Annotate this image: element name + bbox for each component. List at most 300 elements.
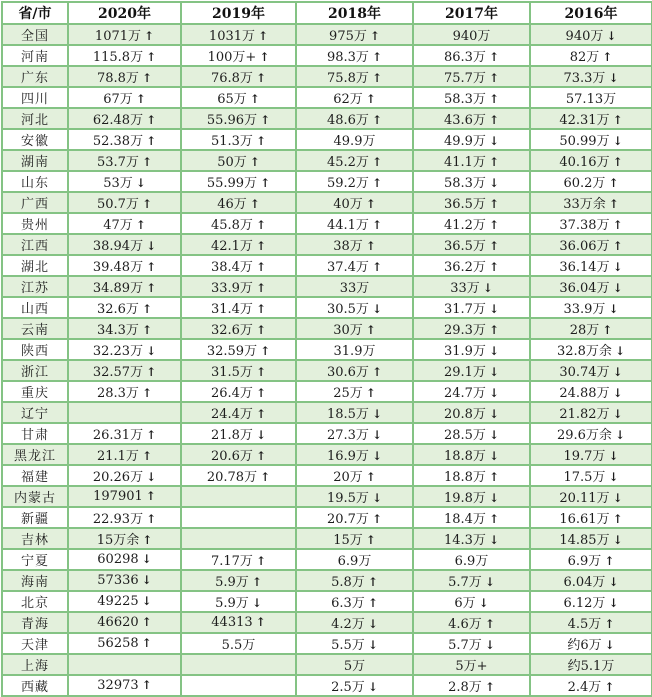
up-arrow-icon: ↑ (255, 260, 266, 274)
table-row (2, 192, 652, 213)
up-arrow-icon: ↑ (365, 533, 376, 547)
value-cell: 2.5万 ↓ (296, 675, 413, 696)
down-arrow-icon: ↓ (367, 617, 378, 631)
value-cell (68, 654, 181, 675)
value-cell: 46万 ↑ (181, 192, 296, 213)
value-cell: 75.7万 ↑ (413, 66, 530, 87)
table-row (2, 339, 652, 360)
up-arrow-icon: ↑ (371, 512, 382, 526)
down-arrow-icon: ↓ (367, 638, 378, 652)
table-row (2, 297, 652, 318)
down-arrow-icon: ↓ (482, 281, 493, 295)
up-arrow-icon: ↑ (141, 386, 152, 400)
up-arrow-icon: ↑ (604, 554, 615, 568)
value-cell: 14.3万 ↓ (413, 528, 530, 549)
table-row (2, 318, 652, 339)
value-cell: 4.2万 ↓ (296, 612, 413, 633)
up-arrow-icon: ↑ (608, 176, 619, 190)
value-cell: 16.9万 ↓ (296, 444, 413, 465)
up-arrow-icon: ↑ (255, 239, 266, 253)
value-cell: 42.31万 ↑ (530, 108, 652, 129)
value-cell: 21.82万 ↓ (530, 402, 652, 423)
value-cell: 15万余 ↑ (68, 528, 181, 549)
table-row (2, 444, 652, 465)
province-cell: 山东 (2, 171, 68, 192)
down-arrow-icon: ↓ (608, 302, 619, 316)
value-cell: 约5.1万 (530, 654, 652, 675)
value-cell: 37.4万 ↑ (296, 255, 413, 276)
value-cell: 58.3万 ↑ (413, 87, 530, 108)
table-row (2, 234, 652, 255)
up-arrow-icon: ↑ (488, 50, 499, 64)
province-cell: 贵州 (2, 213, 68, 234)
value-cell: 50.99万 ↓ (530, 129, 652, 150)
value-cell (68, 402, 181, 423)
value-cell: 32.8万余 ↓ (530, 339, 652, 360)
value-cell: 1031万 ↑ (181, 24, 296, 45)
value-cell: 31.7万 ↓ (413, 297, 530, 318)
value-cell: 6万 ↓ (413, 591, 530, 612)
value-cell: 49225 ↓ (68, 591, 181, 612)
column-header-2016: 2016年 (530, 2, 652, 24)
value-cell: 20万 ↑ (296, 465, 413, 486)
down-arrow-icon: ↓ (612, 386, 623, 400)
table-row (2, 150, 652, 171)
province-cell: 江苏 (2, 276, 68, 297)
table-row (2, 465, 652, 486)
up-arrow-icon: ↑ (249, 92, 260, 106)
province-cell: 甘肃 (2, 423, 68, 444)
up-arrow-icon: ↑ (255, 281, 266, 295)
value-cell: 4.5万 ↑ (530, 612, 652, 633)
value-cell: 36.5万 ↑ (413, 234, 530, 255)
down-arrow-icon: ↓ (488, 428, 499, 442)
value-cell: 36.5万 ↑ (413, 192, 530, 213)
up-arrow-icon: ↑ (146, 365, 157, 379)
column-header-2017: 2017年 (413, 2, 530, 24)
table-row (2, 45, 652, 66)
value-cell: 34.89万 ↑ (68, 276, 181, 297)
down-arrow-icon: ↓ (146, 239, 157, 253)
province-cell: 上海 (2, 654, 68, 675)
value-cell: 98.3万 ↑ (296, 45, 413, 66)
value-cell: 56258 ↑ (68, 633, 181, 654)
value-cell: 41.1万 ↑ (413, 150, 530, 171)
table-row (2, 591, 652, 612)
value-cell: 38.94万 ↓ (68, 234, 181, 255)
value-cell: 6.04万 ↓ (530, 570, 652, 591)
value-cell: 15万 ↑ (296, 528, 413, 549)
value-cell: 197901 ↑ (68, 486, 181, 507)
up-arrow-icon: ↑ (260, 344, 271, 358)
value-cell: 6.9万 (296, 549, 413, 570)
value-cell: 115.8万 ↑ (68, 45, 181, 66)
value-cell: 20.8万 ↓ (413, 402, 530, 423)
value-cell: 5.9万 ↓ (181, 591, 296, 612)
value-cell: 5.5万 ↓ (296, 633, 413, 654)
up-arrow-icon: ↑ (371, 50, 382, 64)
value-cell: 62.48万 ↑ (68, 108, 181, 129)
up-arrow-icon: ↑ (604, 617, 615, 631)
value-cell: 50.7万 ↑ (68, 192, 181, 213)
value-cell: 26.4万 ↑ (181, 381, 296, 402)
province-cell: 福建 (2, 465, 68, 486)
up-arrow-icon: ↑ (608, 197, 619, 211)
province-cell: 河北 (2, 108, 68, 129)
up-arrow-icon: ↑ (135, 92, 146, 106)
up-arrow-icon: ↑ (488, 197, 499, 211)
value-cell: 58.3万 ↓ (413, 171, 530, 192)
value-cell: 86.3万 ↑ (413, 45, 530, 66)
value-cell: 45.8万 ↑ (181, 213, 296, 234)
value-cell: 57.13万 (530, 87, 652, 108)
value-cell: 6.9万 ↑ (530, 549, 652, 570)
up-arrow-icon: ↑ (371, 155, 382, 169)
value-cell: 51.3万 ↑ (181, 129, 296, 150)
table-row (2, 255, 652, 276)
table-row (2, 612, 652, 633)
up-arrow-icon: ↑ (371, 260, 382, 274)
province-cell: 广西 (2, 192, 68, 213)
value-cell: 47万 ↑ (68, 213, 181, 234)
table-row (2, 66, 652, 87)
up-arrow-icon: ↑ (371, 365, 382, 379)
value-cell: 1071万 ↑ (68, 24, 181, 45)
value-cell: 28万 ↑ (530, 318, 652, 339)
up-arrow-icon: ↑ (488, 512, 499, 526)
value-cell: 33万余 ↑ (530, 192, 652, 213)
value-cell: 41.2万 ↑ (413, 213, 530, 234)
value-cell: 29.1万 ↓ (413, 360, 530, 381)
value-cell: 49.9万 (296, 129, 413, 150)
up-arrow-icon: ↑ (369, 29, 380, 43)
up-arrow-icon: ↑ (249, 197, 260, 211)
down-arrow-icon: ↓ (608, 449, 619, 463)
value-cell: 18.8万 ↑ (413, 465, 530, 486)
up-arrow-icon: ↑ (371, 176, 382, 190)
up-arrow-icon: ↑ (141, 155, 152, 169)
value-cell: 29.6万余 ↓ (530, 423, 652, 444)
down-arrow-icon: ↓ (612, 260, 623, 274)
value-cell: 100万+ ↑ (181, 45, 296, 66)
down-arrow-icon: ↓ (488, 386, 499, 400)
up-arrow-icon: ↑ (488, 470, 499, 484)
province-cell: 海南 (2, 570, 68, 591)
value-cell: 38万 ↑ (296, 234, 413, 255)
up-arrow-icon: ↑ (612, 218, 623, 232)
up-arrow-icon: ↑ (141, 449, 152, 463)
value-cell: 18.8万 ↓ (413, 444, 530, 465)
up-arrow-icon: ↑ (488, 218, 499, 232)
up-arrow-icon: ↑ (141, 197, 152, 211)
province-cell: 四川 (2, 87, 68, 108)
value-cell: 31.9万 ↓ (413, 339, 530, 360)
table-row (2, 381, 652, 402)
value-cell: 32.23万 ↓ (68, 339, 181, 360)
value-cell: 55.96万 ↑ (181, 108, 296, 129)
up-arrow-icon: ↑ (255, 302, 266, 316)
down-arrow-icon: ↓ (612, 134, 623, 148)
down-arrow-icon: ↓ (255, 428, 266, 442)
column-header-province: 省/市 (2, 2, 68, 24)
down-arrow-icon: ↓ (608, 470, 619, 484)
down-arrow-icon: ↓ (488, 344, 499, 358)
value-cell: 42.1万 ↑ (181, 234, 296, 255)
value-cell: 53万 ↓ (68, 171, 181, 192)
value-cell: 2.8万 ↑ (413, 675, 530, 696)
up-arrow-icon: ↑ (142, 533, 153, 547)
value-cell: 50万 ↑ (181, 150, 296, 171)
up-arrow-icon: ↑ (146, 134, 157, 148)
value-cell: 75.8万 ↑ (296, 66, 413, 87)
down-arrow-icon: ↓ (488, 134, 499, 148)
value-cell: 20.11万 ↓ (530, 486, 652, 507)
value-cell: 60298 ↓ (68, 549, 181, 570)
province-cell: 吉林 (2, 528, 68, 549)
down-arrow-icon: ↓ (141, 594, 152, 608)
province-cell: 黑龙江 (2, 444, 68, 465)
up-arrow-icon: ↑ (602, 50, 613, 64)
value-cell: 34.3万 ↑ (68, 318, 181, 339)
down-arrow-icon: ↓ (488, 176, 499, 190)
value-cell: 31.4万 ↑ (181, 297, 296, 318)
province-cell: 陕西 (2, 339, 68, 360)
value-cell: 14.85万 ↓ (530, 528, 652, 549)
up-arrow-icon: ↑ (488, 92, 499, 106)
value-cell: 6.12万 ↓ (530, 591, 652, 612)
value-cell: 82万 ↑ (530, 45, 652, 66)
value-cell (181, 486, 296, 507)
value-cell: 17.5万 ↓ (530, 465, 652, 486)
value-cell (181, 528, 296, 549)
province-cell: 宁夏 (2, 549, 68, 570)
down-arrow-icon: ↓ (488, 449, 499, 463)
up-arrow-icon: ↑ (258, 29, 269, 43)
value-cell: 4.6万 ↑ (413, 612, 530, 633)
up-arrow-icon: ↑ (488, 260, 499, 274)
value-cell: 33万 ↓ (413, 276, 530, 297)
value-cell: 940万 (413, 24, 530, 45)
up-arrow-icon: ↑ (260, 176, 271, 190)
value-cell: 37.38万 ↑ (530, 213, 652, 234)
down-arrow-icon: ↓ (478, 596, 489, 610)
value-cell: 49.9万 ↓ (413, 129, 530, 150)
up-arrow-icon: ↑ (251, 575, 262, 589)
value-cell: 26.31万 ↑ (68, 423, 181, 444)
value-cell (181, 654, 296, 675)
down-arrow-icon: ↓ (371, 491, 382, 505)
up-arrow-icon: ↑ (255, 323, 266, 337)
value-cell: 32.6万 ↑ (68, 297, 181, 318)
value-cell: 21.8万 ↓ (181, 423, 296, 444)
value-cell: 约6万 ↓ (530, 633, 652, 654)
table-row (2, 507, 652, 528)
province-cell: 广东 (2, 66, 68, 87)
value-cell: 18.4万 ↑ (413, 507, 530, 528)
column-header-2019: 2019年 (181, 2, 296, 24)
value-cell: 22.93万 ↑ (68, 507, 181, 528)
up-arrow-icon: ↑ (612, 155, 623, 169)
value-cell: 5万+ (413, 654, 530, 675)
up-arrow-icon: ↑ (602, 323, 613, 337)
province-cell: 浙江 (2, 360, 68, 381)
up-arrow-icon: ↑ (146, 260, 157, 274)
value-cell: 5万 (296, 654, 413, 675)
value-cell: 36.2万 ↑ (413, 255, 530, 276)
up-arrow-icon: ↑ (367, 575, 378, 589)
table-row (2, 129, 652, 150)
value-cell: 20.78万 ↑ (181, 465, 296, 486)
province-cell: 青海 (2, 612, 68, 633)
value-cell: 5.7万 ↓ (413, 570, 530, 591)
up-arrow-icon: ↑ (260, 470, 271, 484)
up-arrow-icon: ↑ (141, 71, 152, 85)
up-arrow-icon: ↑ (145, 489, 156, 503)
value-cell: 27.3万 ↓ (296, 423, 413, 444)
value-cell: 30.5万 ↓ (296, 297, 413, 318)
value-cell: 67万 ↑ (68, 87, 181, 108)
value-cell: 32.6万 ↑ (181, 318, 296, 339)
value-cell: 28.3万 ↑ (68, 381, 181, 402)
value-cell: 53.7万 ↑ (68, 150, 181, 171)
up-arrow-icon: ↑ (141, 302, 152, 316)
table-row (2, 171, 652, 192)
up-arrow-icon: ↑ (255, 71, 266, 85)
down-arrow-icon: ↓ (488, 365, 499, 379)
value-cell: 7.17万 ↑ (181, 549, 296, 570)
down-arrow-icon: ↓ (614, 428, 625, 442)
value-cell: 65万 ↑ (181, 87, 296, 108)
down-arrow-icon: ↓ (488, 302, 499, 316)
value-cell: 25万 ↑ (296, 381, 413, 402)
value-cell: 19.7万 ↓ (530, 444, 652, 465)
value-cell: 31.5万 ↑ (181, 360, 296, 381)
value-cell: 2.4万 ↑ (530, 675, 652, 696)
up-arrow-icon: ↑ (484, 617, 495, 631)
up-arrow-icon: ↑ (488, 239, 499, 253)
up-arrow-icon: ↑ (141, 615, 152, 629)
down-arrow-icon: ↓ (484, 638, 495, 652)
province-cell: 新疆 (2, 507, 68, 528)
value-cell: 20.7万 ↑ (296, 507, 413, 528)
province-cell: 西藏 (2, 675, 68, 696)
up-arrow-icon: ↑ (146, 281, 157, 295)
up-arrow-icon: ↑ (371, 218, 382, 232)
up-arrow-icon: ↑ (612, 239, 623, 253)
province-cell: 全国 (2, 24, 68, 45)
table-row (2, 24, 652, 45)
header-row (2, 2, 652, 24)
value-cell: 36.06万 ↑ (530, 234, 652, 255)
province-cell: 北京 (2, 591, 68, 612)
value-cell: 48.6万 ↑ (296, 108, 413, 129)
table-row (2, 402, 652, 423)
province-cell: 内蒙古 (2, 486, 68, 507)
value-cell: 38.4万 ↑ (181, 255, 296, 276)
value-cell: 59.2万 ↑ (296, 171, 413, 192)
up-arrow-icon: ↑ (255, 134, 266, 148)
up-arrow-icon: ↑ (255, 554, 266, 568)
up-arrow-icon: ↑ (141, 678, 152, 692)
table-row (2, 633, 652, 654)
value-cell: 5.9万 ↑ (181, 570, 296, 591)
value-cell: 55.99万 ↑ (181, 171, 296, 192)
province-cell: 安徽 (2, 129, 68, 150)
value-cell: 24.4万 ↑ (181, 402, 296, 423)
down-arrow-icon: ↓ (251, 596, 262, 610)
value-cell: 32.59万 ↑ (181, 339, 296, 360)
value-cell: 40.16万 ↑ (530, 150, 652, 171)
table-row (2, 654, 652, 675)
value-cell: 940万 ↓ (530, 24, 652, 45)
province-cell: 河南 (2, 45, 68, 66)
down-arrow-icon: ↓ (141, 552, 152, 566)
up-arrow-icon: ↑ (141, 636, 152, 650)
value-cell: 28.5万 ↓ (413, 423, 530, 444)
value-cell: 32973 ↑ (68, 675, 181, 696)
table-row (2, 213, 652, 234)
down-arrow-icon: ↓ (371, 407, 382, 421)
down-arrow-icon: ↓ (371, 428, 382, 442)
province-cell: 江西 (2, 234, 68, 255)
value-cell: 5.7万 ↓ (413, 633, 530, 654)
up-arrow-icon: ↑ (367, 596, 378, 610)
down-arrow-icon: ↓ (371, 449, 382, 463)
down-arrow-icon: ↓ (608, 575, 619, 589)
value-cell: 19.5万 ↓ (296, 486, 413, 507)
value-cell: 5.5万 (181, 633, 296, 654)
up-arrow-icon: ↑ (255, 386, 266, 400)
table-row (2, 87, 652, 108)
value-cell: 33万 (296, 276, 413, 297)
down-arrow-icon: ↓ (488, 491, 499, 505)
up-arrow-icon: ↑ (371, 71, 382, 85)
down-arrow-icon: ↓ (612, 491, 623, 505)
value-cell: 24.88万 ↓ (530, 381, 652, 402)
up-arrow-icon: ↑ (371, 113, 382, 127)
down-arrow-icon: ↓ (612, 365, 623, 379)
up-arrow-icon: ↑ (484, 680, 495, 694)
value-cell (181, 507, 296, 528)
up-arrow-icon: ↑ (255, 218, 266, 232)
down-arrow-icon: ↓ (608, 596, 619, 610)
column-header-2020: 2020年 (68, 2, 181, 24)
up-arrow-icon: ↑ (365, 386, 376, 400)
province-cell: 云南 (2, 318, 68, 339)
value-cell: 40万 ↑ (296, 192, 413, 213)
down-arrow-icon: ↓ (612, 281, 623, 295)
up-arrow-icon: ↑ (488, 71, 499, 85)
province-cell: 辽宁 (2, 402, 68, 423)
value-cell: 45.2万 ↑ (296, 150, 413, 171)
value-cell: 20.26万 ↓ (68, 465, 181, 486)
up-arrow-icon: ↑ (365, 470, 376, 484)
up-arrow-icon: ↑ (146, 512, 157, 526)
up-arrow-icon: ↑ (488, 323, 499, 337)
value-cell: 24.7万 ↓ (413, 381, 530, 402)
value-cell: 44313 ↑ (181, 612, 296, 633)
down-arrow-icon: ↓ (612, 407, 623, 421)
table-row (2, 528, 652, 549)
value-cell: 975万 ↑ (296, 24, 413, 45)
up-arrow-icon: ↑ (255, 615, 266, 629)
down-arrow-icon: ↓ (488, 533, 499, 547)
data-table (1, 1, 652, 697)
down-arrow-icon: ↓ (135, 176, 146, 190)
value-cell: 30.74万 ↓ (530, 360, 652, 381)
up-arrow-icon: ↑ (255, 365, 266, 379)
value-cell: 6.9万 (413, 549, 530, 570)
